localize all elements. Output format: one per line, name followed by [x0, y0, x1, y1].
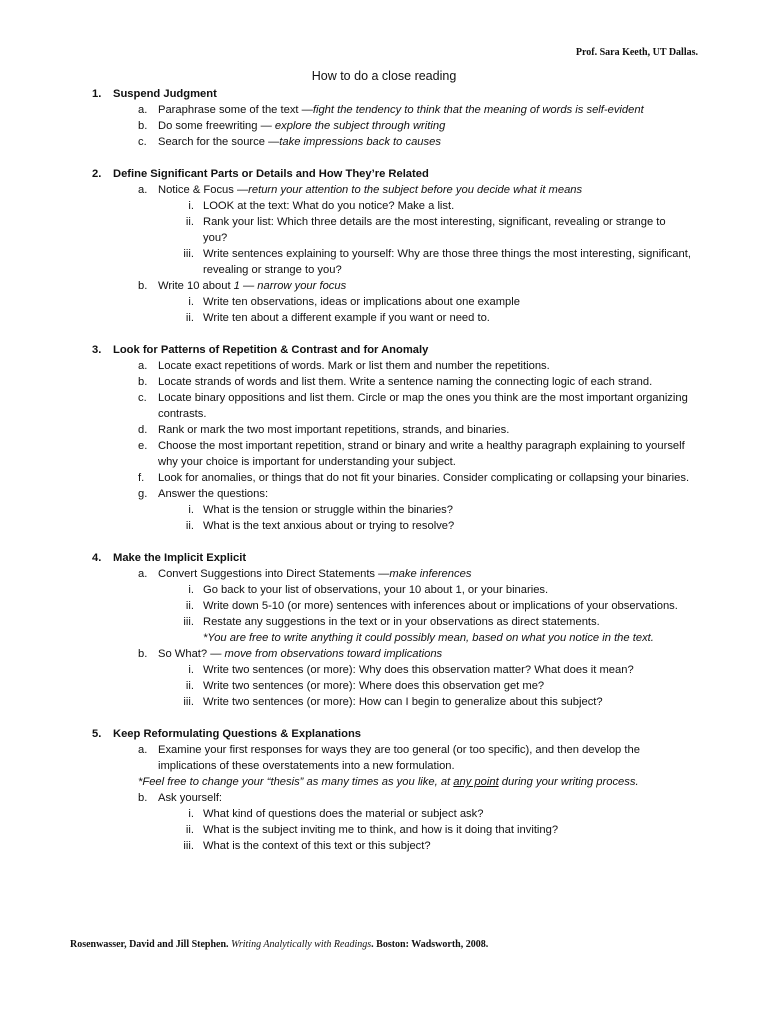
- item-label: c.: [138, 136, 147, 148]
- section-number: 4.: [92, 552, 102, 564]
- list-item: [0, 390, 768, 422]
- sub-list: [0, 182, 768, 326]
- list-item: [0, 246, 768, 278]
- item-label: a.: [138, 744, 148, 756]
- item-text: Write ten about a different example if you want or need to.: [203, 312, 490, 324]
- sub-sub-list: [0, 582, 768, 630]
- item-label: f.: [138, 472, 145, 484]
- sub-sub-list: [0, 502, 768, 534]
- item-label: i.: [188, 200, 194, 212]
- item-text: Examine your first responses for ways they are too general (or too specific), and then develop the implications of these overstatements into a new formulation.: [158, 744, 640, 772]
- underlined-text: any point: [453, 776, 499, 788]
- item-label: b.: [138, 120, 148, 132]
- section-title: Make the Implicit Explicit: [113, 552, 247, 564]
- item-text: Write two sentences (or more): How can I begin to generalize about this subject?: [203, 696, 603, 708]
- list-item: [0, 214, 768, 246]
- item-label: iii.: [183, 840, 194, 852]
- item-text: Search for the source —take impressions back to causes: [158, 136, 441, 148]
- item-label: b.: [138, 280, 148, 292]
- item-label: e.: [138, 440, 148, 452]
- list-item: [0, 662, 768, 678]
- section-3: [0, 342, 768, 534]
- item-label: i.: [188, 504, 194, 516]
- section-5: [0, 726, 768, 854]
- list-item: [0, 374, 768, 390]
- item-text: What kind of questions does the material or subject ask?: [203, 808, 484, 820]
- item-text: Rank your list: Which three details are the most interesting, significant, revealing or strange to you?: [203, 216, 666, 244]
- item-text: LOOK at the text: What do you notice? Make a list.: [203, 200, 455, 212]
- note-line: [0, 774, 768, 790]
- item-text: What is the subject inviting me to think, and how is it doing that inviting?: [203, 824, 559, 836]
- sub-list: [0, 566, 768, 710]
- item-text: Write ten observations, ideas or implications about one example: [203, 296, 520, 308]
- list-item: [0, 198, 768, 214]
- section-title: Suspend Judgment: [113, 88, 217, 100]
- list-item: [0, 838, 768, 854]
- item-label: i.: [188, 296, 194, 308]
- sub-list: [0, 358, 768, 534]
- list-item: [0, 102, 768, 118]
- document-title: How to do a close reading: [311, 69, 457, 83]
- list-item: [0, 486, 768, 534]
- item-text: Restate any suggestions in the text or in your observations as direct statements.: [203, 616, 600, 628]
- section-4: [0, 550, 768, 710]
- sub-sub-list: [0, 806, 768, 854]
- item-text: So What? — move from observations toward implications: [158, 648, 443, 660]
- list-item: [0, 134, 768, 150]
- item-label: g.: [138, 488, 148, 500]
- item-text: Look for anomalies, or things that do not fit your binaries. Consider complicating or collapsing your binaries.: [158, 472, 690, 484]
- sub-list: [0, 742, 768, 854]
- item-label: ii.: [185, 600, 194, 612]
- item-text: Choose the most important repetition, strand or binary and write a healthy paragraph explaining to yourself why your choice is important for understanding your subject.: [158, 440, 685, 468]
- list-item: [0, 502, 768, 518]
- list-item: [0, 822, 768, 838]
- section-1: [0, 86, 768, 150]
- item-text: What is the context of this text or this subject?: [203, 840, 431, 852]
- item-label: i.: [188, 664, 194, 676]
- item-text: Answer the questions:: [158, 488, 269, 500]
- item-label: ii.: [185, 824, 194, 836]
- item-label: i.: [188, 808, 194, 820]
- item-label: a.: [138, 568, 148, 580]
- reference-publisher: . Boston: Wadsworth, 2008.: [371, 939, 489, 950]
- reference-authors: Rosenwasser, David and Jill Stephen.: [70, 939, 232, 950]
- sub-list: [0, 102, 768, 150]
- list-item: [0, 294, 768, 310]
- list-item: [0, 470, 768, 486]
- item-label: a.: [138, 184, 148, 196]
- sub-sub-list: [0, 662, 768, 710]
- list-item: [0, 182, 768, 278]
- list-item: [0, 598, 768, 614]
- item-label: b.: [138, 648, 148, 660]
- item-text: Locate exact repetitions of words. Mark or list them and number the repetitions.: [158, 360, 550, 372]
- list-item: [0, 742, 768, 774]
- item-text: Convert Suggestions into Direct Statements —make inferences: [158, 568, 472, 580]
- item-label: ii.: [185, 520, 194, 532]
- reference-book-title: Writing Analytically with Readings: [231, 939, 372, 950]
- item-label: i.: [188, 584, 194, 596]
- note-text: *Feel free to change your “thesis” as many times as you like, at any point during your writing process.: [138, 776, 639, 788]
- item-label: iii.: [183, 248, 194, 260]
- list-item: [0, 806, 768, 822]
- item-text: Write sentences explaining to yourself: Why are those three things the most interesting, significant, revealing or strange to you?: [203, 248, 691, 276]
- section-title: Define Significant Parts or Details and How They’re Related: [113, 168, 429, 180]
- item-text: Locate strands of words and list them. Write a sentence naming the connecting logic of each strand.: [158, 376, 653, 388]
- item-label: a.: [138, 360, 148, 372]
- list-item: [0, 582, 768, 598]
- section-number: 5.: [92, 728, 102, 740]
- item-label: d.: [138, 424, 148, 436]
- item-text: Locate binary oppositions and list them. Circle or map the ones you think are the most important organizing contrasts.: [158, 392, 688, 420]
- section-number: 1.: [92, 88, 102, 100]
- list-item: [0, 790, 768, 854]
- item-label: iii.: [183, 696, 194, 708]
- item-label: ii.: [185, 312, 194, 324]
- section-number: 3.: [92, 344, 102, 356]
- list-item: [0, 678, 768, 694]
- item-label: b.: [138, 376, 148, 388]
- list-item: [0, 694, 768, 710]
- item-text: Paraphrase some of the text —fight the tendency to think that the meaning of words is self-evident: [158, 104, 644, 116]
- item-text: What is the text anxious about or trying to resolve?: [203, 520, 455, 532]
- list-item: [0, 118, 768, 134]
- list-item: [0, 646, 768, 710]
- section-number: 2.: [92, 168, 102, 180]
- item-text: Do some freewriting — explore the subject through writing: [158, 120, 446, 132]
- outline: [0, 86, 768, 870]
- item-label: c.: [138, 392, 147, 404]
- sub-sub-list: [0, 294, 768, 326]
- item-text: Write down 5-10 (or more) sentences with inferences about or implications of your observations.: [203, 600, 678, 612]
- section-2: [0, 166, 768, 326]
- item-text: Ask yourself:: [158, 792, 223, 804]
- list-item: [0, 614, 768, 630]
- item-label: ii.: [185, 216, 194, 228]
- item-text: Write 10 about 1 — narrow your focus: [158, 280, 347, 292]
- item-text: Notice & Focus —return your attention to the subject before you decide what it means: [158, 184, 583, 196]
- item-text: Go back to your list of observations, your 10 about 1, or your binaries.: [203, 584, 549, 596]
- list-item: [0, 566, 768, 646]
- list-item: [0, 358, 768, 374]
- note-text: *You are free to write anything it could possibly mean, based on what you notice in the text.: [203, 632, 654, 644]
- list-item: [0, 438, 768, 470]
- sub-sub-list: [0, 198, 768, 278]
- list-item: [0, 310, 768, 326]
- item-text: Write two sentences (or more): Why does this observation matter? What does it mean?: [203, 664, 634, 676]
- item-label: ii.: [185, 680, 194, 692]
- author-line: Prof. Sara Keeth, UT Dallas.: [575, 47, 698, 58]
- item-text: What is the tension or struggle within the binaries?: [203, 504, 453, 516]
- item-text: Rank or mark the two most important repetitions, strands, and binaries.: [158, 424, 510, 436]
- list-item: [0, 278, 768, 326]
- item-label: a.: [138, 104, 148, 116]
- item-text: Write two sentences (or more): Where does this observation get me?: [203, 680, 545, 692]
- list-item: [0, 422, 768, 438]
- list-item: [0, 518, 768, 534]
- reference-citation: [70, 937, 488, 953]
- item-label: iii.: [183, 616, 194, 628]
- section-title: Keep Reformulating Questions & Explanations: [113, 728, 362, 740]
- item-label: b.: [138, 792, 148, 804]
- section-title: Look for Patterns of Repetition & Contrast and for Anomaly: [113, 344, 429, 356]
